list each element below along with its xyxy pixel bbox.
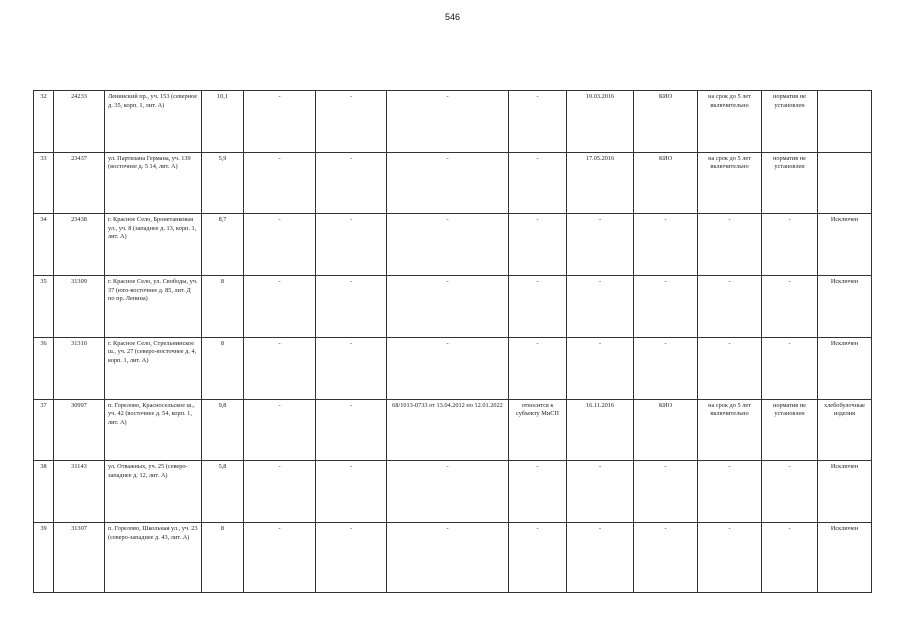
organization-cell: - <box>634 461 698 523</box>
table-row <box>34 461 872 523</box>
term-cell: - <box>698 337 762 399</box>
status-cell: - <box>509 523 567 593</box>
norm-cell: - <box>762 337 818 399</box>
column-5-cell: - <box>244 276 316 338</box>
term-cell: - <box>698 214 762 276</box>
norm-cell: - <box>762 276 818 338</box>
row-number: 38 <box>34 461 54 523</box>
area-cell: 5,9 <box>202 152 244 214</box>
row-number: 36 <box>34 337 54 399</box>
row-number: 37 <box>34 399 54 461</box>
address-cell: п. Горелово, Школьная ул., уч. 23 (северо-западнее д. 43, лит. А) <box>105 523 202 593</box>
date-cell: - <box>567 214 634 276</box>
term-cell: на срок до 5 лет включительно <box>698 152 762 214</box>
status-cell: - <box>509 152 567 214</box>
row-number: 34 <box>34 214 54 276</box>
norm-cell: - <box>762 523 818 593</box>
column-5-cell: - <box>244 523 316 593</box>
organization-cell: - <box>634 337 698 399</box>
object-code: 31310 <box>54 337 105 399</box>
note-cell: Исключен <box>818 337 872 399</box>
page-number: 546 <box>444 12 461 22</box>
row-number: 32 <box>34 91 54 153</box>
column-5-cell: - <box>244 399 316 461</box>
organization-cell: - <box>634 276 698 338</box>
date-cell: - <box>567 523 634 593</box>
status-cell: - <box>509 337 567 399</box>
area-cell: 8 <box>202 337 244 399</box>
area-cell: 8,7 <box>202 214 244 276</box>
row-number: 33 <box>34 152 54 214</box>
date-cell: 17.05.2016 <box>567 152 634 214</box>
column-6-cell: - <box>316 523 387 593</box>
object-code: 31307 <box>54 523 105 593</box>
contract-cell: - <box>387 523 509 593</box>
table-row <box>34 214 872 276</box>
table-row <box>34 523 872 593</box>
address-cell: ул. Партизана Германа, уч. 139 (восточнее д. 5 14, лит. А) <box>105 152 202 214</box>
row-number: 35 <box>34 276 54 338</box>
contract-cell: - <box>387 276 509 338</box>
norm-cell: норматив не установлен <box>762 399 818 461</box>
object-code: 31309 <box>54 276 105 338</box>
note-cell <box>818 152 872 214</box>
date-cell: - <box>567 461 634 523</box>
table-row <box>34 337 872 399</box>
column-6-cell: - <box>316 399 387 461</box>
norm-cell: - <box>762 214 818 276</box>
object-code: 30997 <box>54 399 105 461</box>
note-cell: Исключен <box>818 214 872 276</box>
object-code: 24233 <box>54 91 105 153</box>
column-5-cell: - <box>244 91 316 153</box>
note-cell: Исключен <box>818 276 872 338</box>
note-cell: хлебобулочные изделия <box>818 399 872 461</box>
column-6-cell: - <box>316 276 387 338</box>
column-5-cell: - <box>244 152 316 214</box>
note-cell <box>818 91 872 153</box>
address-cell: г. Красное Село, Бронетанковая ул., уч. 8 (западнее д. 13, корп. 1, лит. А) <box>105 214 202 276</box>
term-cell: на срок до 5 лет включительно <box>698 399 762 461</box>
organization-cell: - <box>634 523 698 593</box>
status-cell: - <box>509 91 567 153</box>
date-cell: 16.11.2016 <box>567 399 634 461</box>
row-number: 39 <box>34 523 54 593</box>
column-5-cell: - <box>244 461 316 523</box>
table-row <box>34 276 872 338</box>
status-cell: - <box>509 276 567 338</box>
status-cell: - <box>509 214 567 276</box>
column-5-cell: - <box>244 214 316 276</box>
term-cell: - <box>698 276 762 338</box>
date-cell: 10.03.2016 <box>567 91 634 153</box>
organization-cell: КИО <box>634 91 698 153</box>
contract-cell: 68/1013-0733 от 13.04.2012 по 12.01.2022 <box>387 399 509 461</box>
contract-cell: - <box>387 152 509 214</box>
status-cell: - <box>509 461 567 523</box>
contract-cell: - <box>387 461 509 523</box>
column-6-cell: - <box>316 337 387 399</box>
note-cell: Исключен <box>818 461 872 523</box>
contract-cell: - <box>387 214 509 276</box>
organization-cell: КИО <box>634 152 698 214</box>
term-cell: - <box>698 523 762 593</box>
registry-table <box>33 90 872 593</box>
address-cell: Ленинский пр., уч. 153 (северное д. 35, корп. 1, лит. А) <box>105 91 202 153</box>
norm-cell: - <box>762 461 818 523</box>
address-cell: г. Красное Село, ул. Свободы, уч. 37 (юго-восточнее д. 85, лит. Д по пр. Ленина) <box>105 276 202 338</box>
column-6-cell: - <box>316 461 387 523</box>
object-code: 31143 <box>54 461 105 523</box>
norm-cell: норматив не установлен <box>762 152 818 214</box>
norm-cell: норматив не установлен <box>762 91 818 153</box>
organization-cell: - <box>634 214 698 276</box>
table-row <box>34 399 872 461</box>
area-cell: 8 <box>202 523 244 593</box>
area-cell: 10,1 <box>202 91 244 153</box>
area-cell: 9,8 <box>202 399 244 461</box>
address-cell: г. Красное Село, Стрельнинское ш., уч. 27 (северо-восточнее д. 4, корп. 1, лит. А) <box>105 337 202 399</box>
term-cell: на срок до 5 лет включительно <box>698 91 762 153</box>
table-row <box>34 152 872 214</box>
area-cell: 5,8 <box>202 461 244 523</box>
table-row <box>34 91 872 153</box>
date-cell: - <box>567 276 634 338</box>
column-5-cell: - <box>244 337 316 399</box>
column-6-cell: - <box>316 152 387 214</box>
object-code: 23438 <box>54 214 105 276</box>
term-cell: - <box>698 461 762 523</box>
date-cell: - <box>567 337 634 399</box>
area-cell: 8 <box>202 276 244 338</box>
object-code: 23437 <box>54 152 105 214</box>
contract-cell: - <box>387 337 509 399</box>
status-cell: относится к субъекту МиСП <box>509 399 567 461</box>
column-6-cell: - <box>316 214 387 276</box>
address-cell: ул. Отважных, уч. 25 (северо-западнее д. 12, лит. А) <box>105 461 202 523</box>
address-cell: п. Горелово, Красносельское ш., уч. 42 (восточнее д. 54, корп. 1, лит. А) <box>105 399 202 461</box>
table-body <box>34 91 872 593</box>
contract-cell: - <box>387 91 509 153</box>
column-6-cell: - <box>316 91 387 153</box>
note-cell: Исключен <box>818 523 872 593</box>
organization-cell: КИО <box>634 399 698 461</box>
